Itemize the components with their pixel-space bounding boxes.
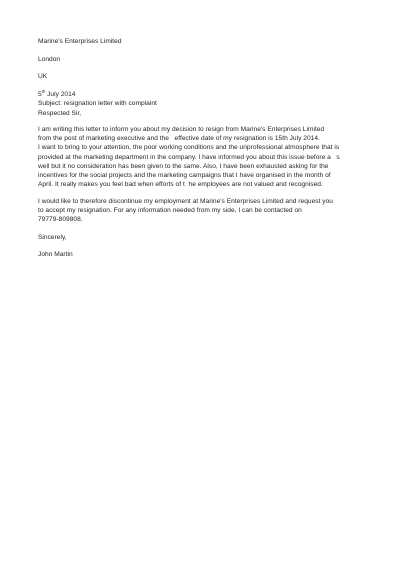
body-line: from the post of marketing executive and the effective date of my resignation is 15th July 2014. [38, 135, 320, 143]
company-name: Marine's Enterprises Limited [38, 38, 122, 45]
date-day-suffix: th [41, 88, 46, 94]
phone-number: 79779-809808. [38, 215, 83, 223]
subject-line: Subject: resignation letter with complaint [38, 100, 157, 108]
body-line: April. It really makes you feel bad when efforts of t he employees are not valued and recognised. [38, 181, 323, 189]
body-line: to accept my resignation. For any information needed from my side, I can be contacted on [38, 206, 302, 214]
body-line: provided at the marketing department in the company. I have informed you about this issue before a s [38, 153, 340, 161]
body-line: well but it no consideration has been given to the same. Also, I have been exhausted asking for the [38, 162, 329, 170]
date-month-year: July 2014 [45, 91, 76, 99]
body-paragraph-2 [38, 197, 368, 225]
closing: Sincerely, [38, 233, 67, 241]
country: UK [38, 73, 48, 81]
letter-date [38, 90, 368, 99]
date-day: 5 [38, 91, 42, 99]
body-line: I want to bring to your attention, the poor working conditions and the unprofessional atmosphere that is [38, 144, 340, 152]
salutation: Respected Sir, [38, 109, 82, 117]
city: London [38, 55, 61, 63]
body-line: I would like to therefore discontinue my employment at Marine's Enterprises Limited and request you [38, 197, 333, 205]
resignation-letter [38, 37, 368, 260]
body-line: I am writing this letter to inform you about my decision to resign from Marine's Enterprises Limited [38, 125, 325, 133]
signature-name: John Martin [38, 251, 73, 259]
body-paragraph-1 [38, 125, 368, 189]
body-line: incentives for the social projects and the marketing campaigns that I have organised in the month of [38, 171, 331, 179]
